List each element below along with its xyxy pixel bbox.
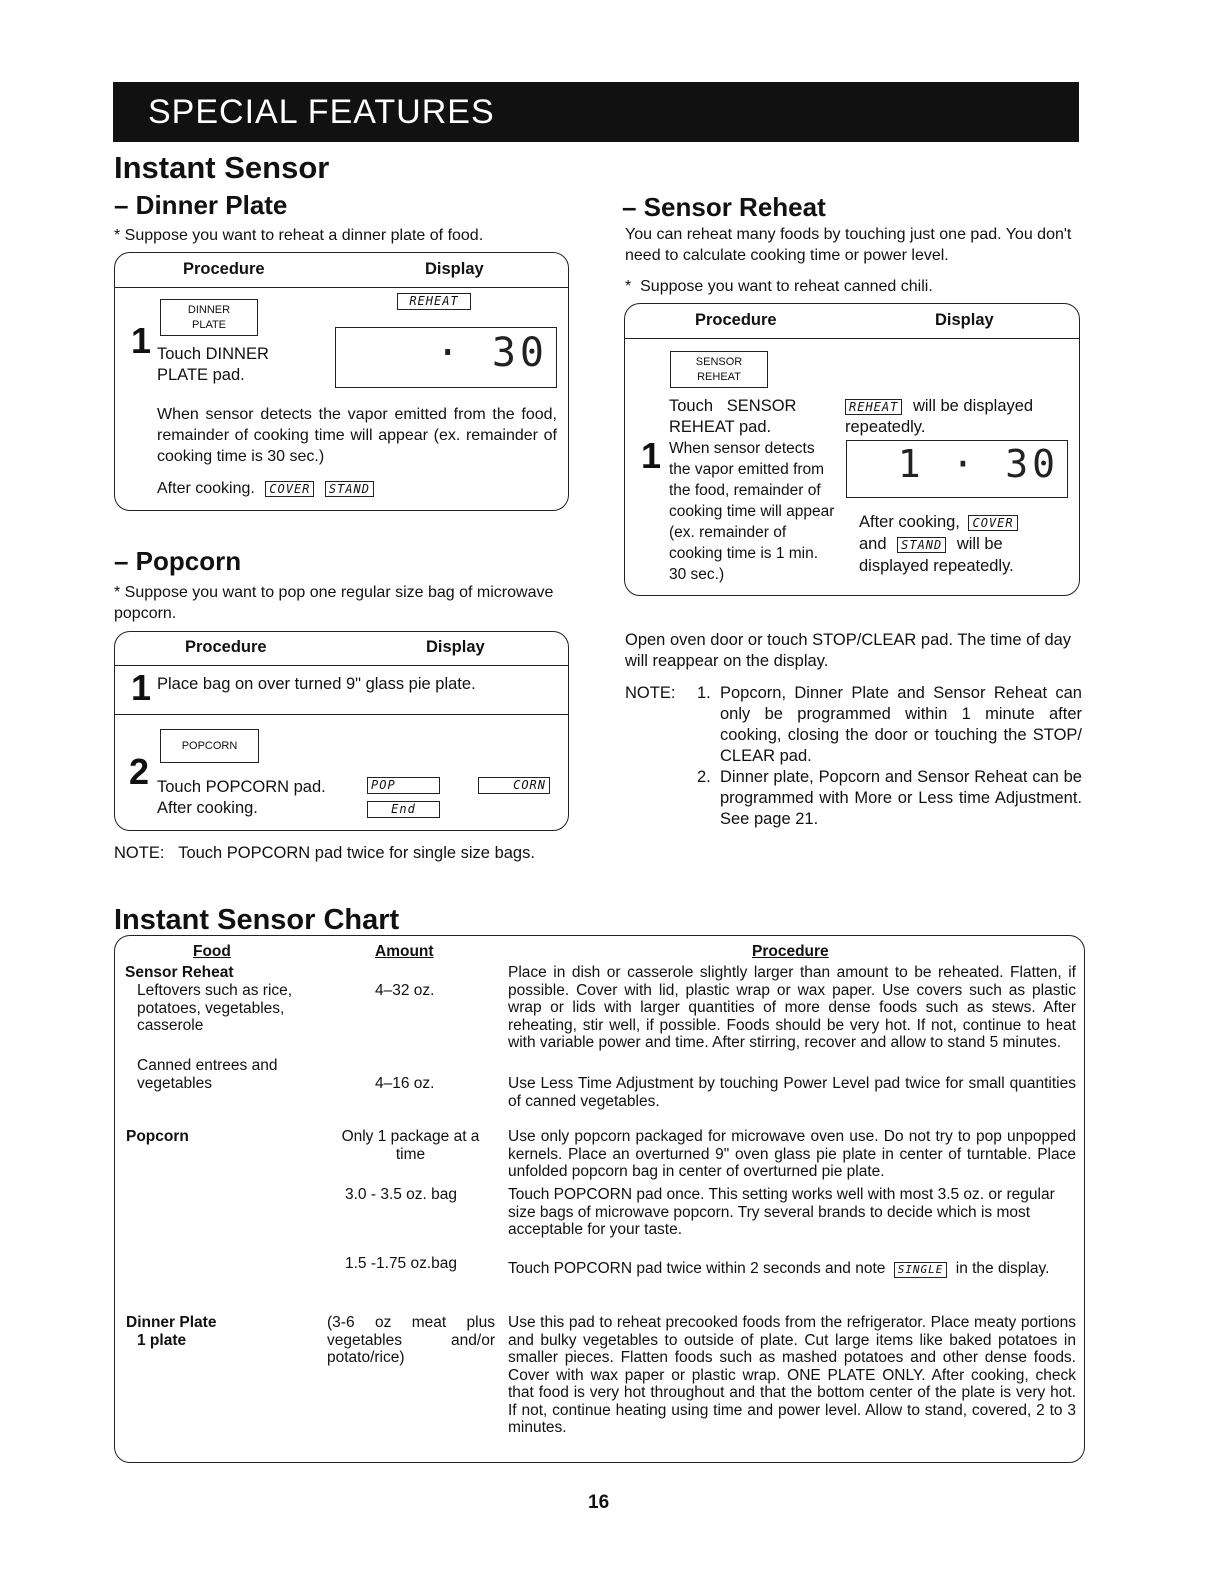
step-number: 2 (129, 751, 150, 792)
sensor-reheat-pad-icon: SENSOR REHEAT (670, 351, 768, 388)
dinner-plate-subtitle: – Dinner Plate (114, 190, 288, 220)
dinner-col-display: Display (425, 260, 484, 278)
chart-procedure: Touch POPCORN pad twice within 2 seconds and note SINGLE in the display. (508, 1260, 1050, 1277)
divider (115, 714, 568, 715)
sr-touch-text: Touch SENSOR REHEAT pad. (669, 397, 797, 436)
lcd-reheat: REHEAT (397, 293, 471, 310)
step-number: 1 (131, 320, 152, 361)
sr-after-cooking: After cooking, COVER and STAND will be displayed repeatedly. (859, 511, 1074, 577)
lcd-stand: STAND (897, 537, 946, 553)
chart-procedure: Use Less Time Adjustment by touching Power Level pad twice for small quantities of canned vegetables. (508, 1075, 1076, 1110)
page-number: 16 (588, 1492, 610, 1513)
sensor-reheat-intro: You can reheat many foods by touching just one pad. You don't need to calculate cooking time or power level. (625, 226, 1072, 264)
dinner-plate-pad-icon: DINNER PLATE (160, 299, 258, 336)
chart-amount: 3.0 - 3.5 oz. bag (345, 1186, 458, 1203)
chart-food-dinner-plate: Dinner Plate (126, 1314, 217, 1331)
popcorn-after-text: After cooking. (157, 799, 258, 817)
section-banner: SPECIAL FEATURES (113, 82, 1079, 142)
chart-procedure: Touch POPCORN pad once. This setting works well with most 3.5 oz. or regular size bags of microwave popcorn. Try several brands to decide which is most acceptable for your taste. (508, 1186, 1055, 1238)
divider (115, 287, 568, 288)
chart-food-one-plate: 1 plate (137, 1332, 187, 1349)
sr-reheat-display-text: REHEAT will be displayed (845, 396, 1033, 417)
popcorn-col-display: Display (426, 638, 485, 656)
divider (115, 665, 568, 666)
sensor-reheat-suppose: * Suppose you want to reheat canned chili. (625, 278, 933, 295)
sr-note1-text: Popcorn, Dinner Plate and Sensor Reheat can only be programmed within 1 minute after cooking, closing the door or touching the STOP/ CLEAR pad. (720, 684, 1082, 765)
chart-amount: (3-6 oz meat plus vegetables and/or potato/rice) (327, 1314, 495, 1366)
lcd-corn: CORN (478, 777, 550, 794)
popcorn-col-procedure: Procedure (185, 638, 267, 656)
instant-sensor-title: Instant Sensor (114, 150, 330, 185)
sensor-reheat-subtitle: – Sensor Reheat (622, 192, 826, 222)
chart-col-food: Food (193, 943, 231, 960)
lcd-end: End (367, 801, 440, 818)
dinner-col-procedure: Procedure (183, 260, 265, 278)
chart-food-leftovers: Leftovers such as rice, potatoes, vegetables, casserole (137, 982, 293, 1034)
step-number: 1 (641, 435, 662, 476)
dinner-vapor-text: When sensor detects the vapor emitted from the food, remainder of cooking time will appear (ex. remainder of cooking time is 30 sec.) (157, 406, 557, 465)
chart-procedure: Use this pad to reheat precooked foods from the refrigerator. Place meaty portions and bulky vegetables to outside of plate. Cut large items like baked potatoes in smaller pieces. Flatten foods such as mashed potatoes and other dense foods. Cover with wax paper or plastic wrap. ONE PLATE ONLY. After cooking, check that food is very hot throughout and that the bottom center of the plate is very hot. If not, continue heating using time and power level. Allow to stand, covered, 2 to 3 minutes. (508, 1314, 1076, 1436)
screen-time-value: · 30 (435, 330, 548, 376)
sr-col-display: Display (935, 311, 994, 329)
dinner-instruction: Touch DINNER PLATE pad. (157, 345, 269, 384)
chart-title: Instant Sensor Chart (114, 904, 400, 936)
popcorn-touch-text: Touch POPCORN pad. (157, 778, 326, 796)
sr-note1-num: 1. (697, 684, 711, 702)
chart-amount: 4–32 oz. (375, 982, 435, 999)
chart-col-procedure: Procedure (752, 943, 829, 960)
chart-procedure: Use only popcorn packaged for microwave oven use. Do not try to pop unpopped kernels. Place an overturned 9" oven glass pie plate in center of turntable. Place unfolded popcorn bag in center of overturned pie plate. (508, 1128, 1076, 1180)
chart-food-popcorn: Popcorn (126, 1128, 189, 1145)
chart-amount: 4–16 oz. (375, 1075, 435, 1092)
chart-food-canned: Canned entrees and vegetables (137, 1057, 278, 1092)
lcd-cover: COVER (265, 481, 314, 497)
popcorn-note: NOTE: Touch POPCORN pad twice for single size bags. (114, 844, 535, 862)
sr-col-procedure: Procedure (695, 311, 777, 329)
dinner-plate-suppose: * Suppose you want to reheat a dinner plate of food. (114, 227, 484, 244)
sr-note-label: NOTE: (625, 684, 676, 702)
chart-col-amount: Amount (375, 943, 434, 960)
lcd-cover: COVER (968, 515, 1017, 531)
popcorn-pad-icon: POPCORN (160, 729, 259, 763)
step-number: 1 (131, 667, 152, 708)
lcd-single: SINGLE (894, 1262, 948, 1278)
sr-repeatedly: repeatedly. (845, 418, 926, 436)
sr-open-door-text: Open oven door or touch STOP/CLEAR pad. The time of day will reappear on the display. (625, 631, 1072, 670)
dinner-display-screen (335, 327, 557, 388)
sr-note2-text: Dinner plate, Popcorn and Sensor Reheat can be programmed with More or Less time Adjustment. See page 21. (720, 768, 1082, 828)
sr-detect-text: When sensor detects the vapor emitted from the food, remainder of cooking time will appear (ex. remainder of cooking time is 1 min. 30 sec.) (669, 440, 835, 583)
lcd-reheat: REHEAT (845, 399, 902, 415)
lcd-stand: STAND (325, 481, 374, 497)
chart-procedure: Place in dish or casserole slightly larger than amount to be reheated. Flatten, if possible. Cover with lid, plastic wrap or wax paper. Use covers such as plastic wrap or lids with larger quantities of more dense foods such as stews. After reheating, stir well, if possible. Foods should be very hot. If not, continue to heat with variable power and time. After stirring, recover and allow to stand 5 minutes. (508, 964, 1076, 1051)
chart-amount: 1.5 -1.75 oz.bag (345, 1255, 458, 1272)
chart-amount: Only 1 package at a time (341, 1128, 480, 1163)
chart-food-sensor-reheat: Sensor Reheat (125, 964, 234, 981)
sr-display-screen (846, 440, 1068, 498)
popcorn-suppose: * Suppose you want to pop one regular size bag of microwave popcorn. (114, 584, 554, 622)
popcorn-step1-text: Place bag on over turned 9" glass pie plate. (157, 675, 476, 693)
popcorn-subtitle: – Popcorn (114, 546, 242, 576)
dinner-after-cooking: After cooking. COVER STAND (157, 478, 374, 499)
divider (625, 338, 1079, 339)
screen-time-value: 1 · 30 (897, 442, 1059, 486)
lcd-pop: POP (367, 777, 440, 794)
sr-note2-num: 2. (697, 768, 711, 786)
